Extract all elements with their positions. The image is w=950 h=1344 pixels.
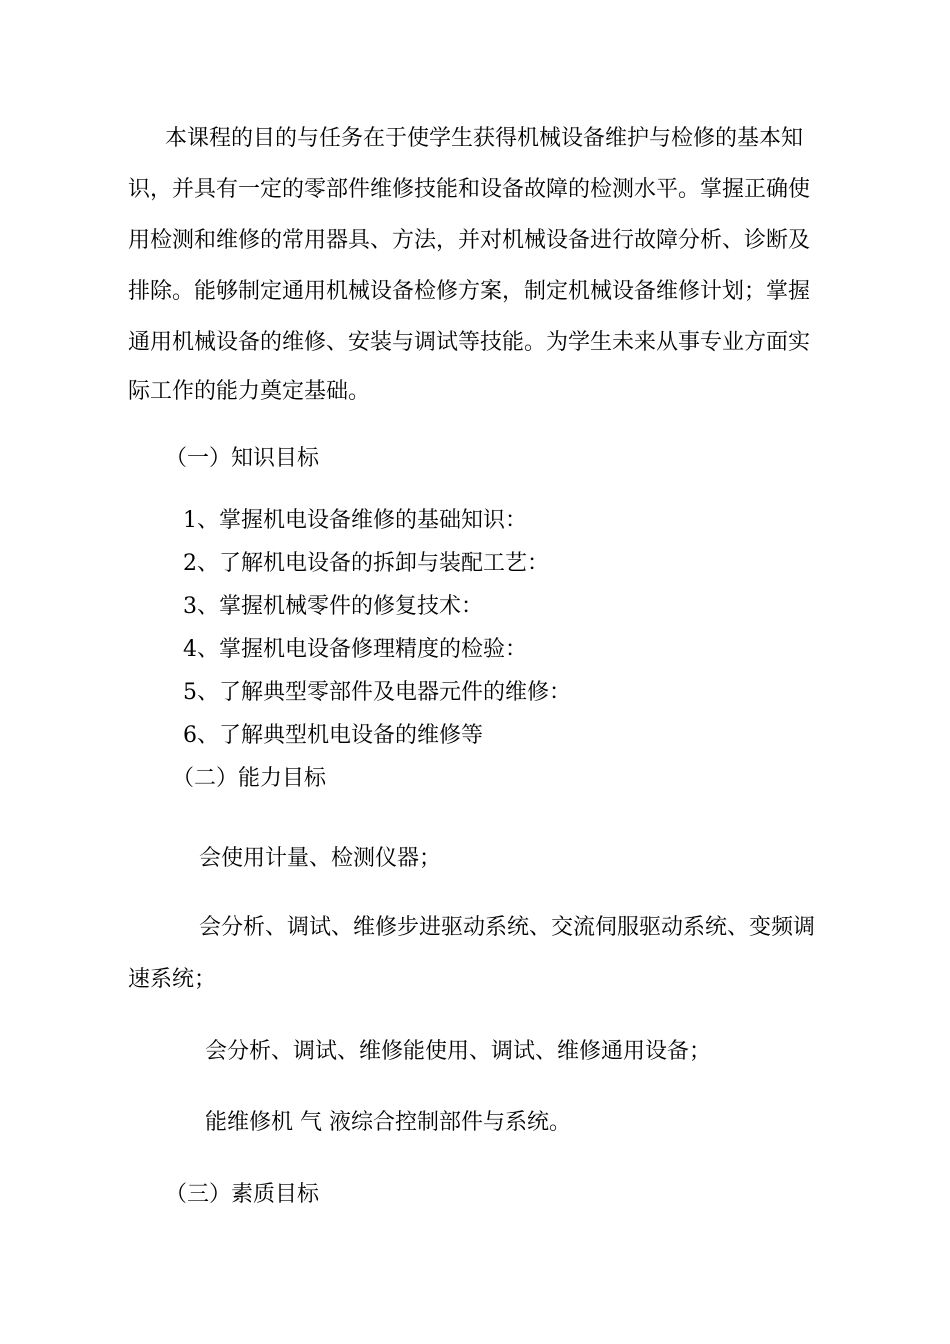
ability-item-2-continued: 速系统； (128, 967, 217, 992)
knowledge-item-4: 4、掌握机电设备修理精度的检验： (183, 637, 527, 662)
quality-heading: （三）素质目标 (165, 1182, 320, 1207)
intro-line-5: 通用机械设备的维修、安装与调试等技能。为学生未来从事专业方面实 (128, 330, 811, 355)
knowledge-item-5: 5、了解典型零部件及电器元件的维修： (183, 680, 571, 705)
ability-item-3: 会分析、调试、维修能使用、调试、维修通用设备； (205, 1039, 712, 1064)
intro-line-3: 用检测和维修的常用器具、方法，并对机械设备进行故障分析、诊断及 (128, 228, 811, 253)
knowledge-item-6: 6、了解典型机电设备的维修等 (183, 723, 483, 748)
intro-line-1: 本课程的目的与任务在于使学生获得机械设备维护与检修的基本知 (165, 126, 804, 151)
intro-line-2: 识，并具有一定的零部件维修技能和设备故障的检测水平。掌握正确使 (128, 177, 811, 202)
ability-item-2: 会分析、调试、维修步进驱动系统、交流伺服驱动系统、变频调 (199, 915, 816, 940)
ability-heading: （二）能力目标 (172, 766, 327, 791)
knowledge-item-1: 1、掌握机电设备维修的基础知识： (183, 508, 527, 533)
intro-line-4: 排除。能够制定通用机械设备检修方案，制定机械设备维修计划；掌握 (128, 279, 811, 304)
knowledge-heading: （一）知识目标 (165, 446, 320, 471)
knowledge-item-3: 3、掌握机械零件的修复技术： (183, 594, 483, 619)
ability-item-4: 能维修机 气 液综合控制部件与系统。 (205, 1110, 571, 1135)
knowledge-item-2: 2、了解机电设备的拆卸与装配工艺： (183, 551, 549, 576)
ability-item-1: 会使用计量、检测仪器； (199, 846, 442, 871)
intro-line-6: 际工作的能力奠定基础。 (128, 379, 371, 404)
